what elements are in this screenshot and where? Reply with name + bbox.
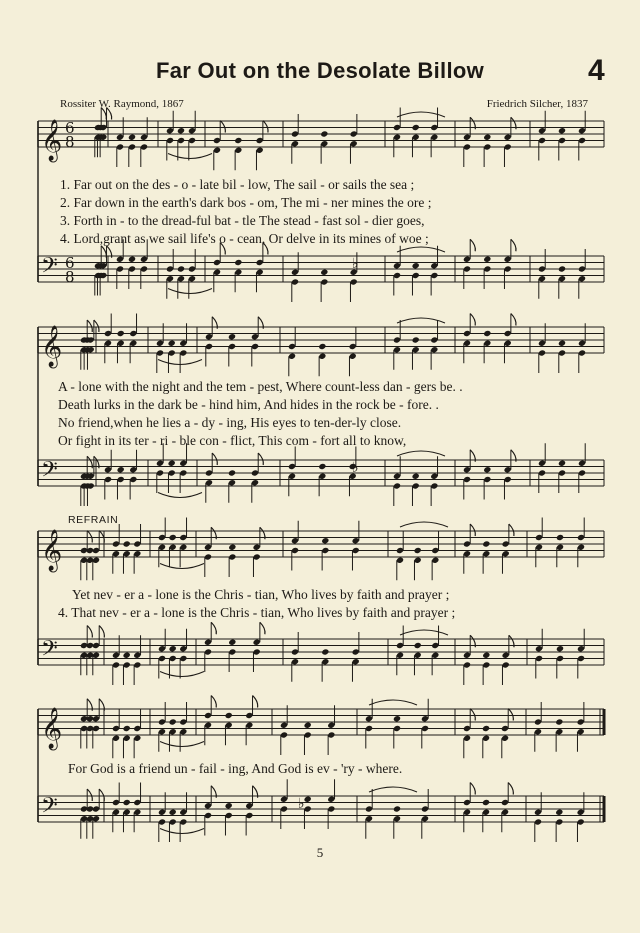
note-head (123, 799, 131, 806)
lyric-line: 4. Lord,grant as we sail life's o - cean, Or delve in its mines of woe ; (60, 231, 429, 246)
note-head (123, 540, 131, 547)
note-head (169, 809, 177, 816)
note-head (558, 127, 566, 134)
note-head (228, 469, 236, 476)
note-head (177, 265, 185, 272)
note-head (225, 712, 233, 719)
note-head (123, 652, 131, 659)
note-head (169, 718, 177, 725)
note-flag (511, 239, 516, 251)
note-head (483, 256, 491, 263)
note-flag (253, 696, 258, 708)
slur (397, 451, 445, 456)
lyric-line: For God is a friend un - fail - ing, And God is ev - 'ry - where. (68, 761, 403, 776)
note-head (123, 725, 131, 732)
note-head (555, 809, 563, 816)
lyric-line: 1. Far out on the des - o - late bil - low, The sail - or sails the sea ; (60, 177, 415, 192)
lyric-line: No friend,when he lies a - dy - ing, His eyes to ten-der-ly close. (58, 415, 402, 430)
slur (369, 700, 417, 705)
note-head (228, 333, 236, 340)
note-head (412, 336, 420, 343)
treble-clef-icon: 𝄞 (41, 530, 63, 571)
lyric-line: 4. That nev - er a - lone is the Chris - tian, Who lives by faith and prayer ; (58, 605, 456, 620)
note-head (414, 547, 422, 554)
note-head (412, 262, 420, 269)
note-flag (470, 783, 475, 795)
refrain-label: REFRAIN (68, 514, 119, 526)
note-head (482, 725, 490, 732)
time-signature-bottom: 8 (65, 133, 75, 151)
note-head (318, 463, 326, 470)
flat-icon: ♭ (352, 460, 359, 476)
treble-clef-icon: 𝄞 (41, 708, 63, 749)
note-head (320, 130, 328, 137)
note-head (555, 718, 563, 725)
note-flag (211, 622, 216, 634)
note-flag (87, 531, 92, 543)
note-head (320, 269, 328, 276)
note-head (393, 805, 401, 812)
note-head (234, 259, 242, 266)
note-flag (99, 626, 104, 638)
page-number: 5 (316, 845, 324, 860)
note-head (558, 265, 566, 272)
note-flag (101, 108, 106, 120)
slur (160, 672, 204, 677)
note-flag (107, 108, 112, 120)
slur (400, 522, 448, 527)
words-credit: Rossiter W. Raymond, 1867 (60, 98, 184, 110)
note-flag (263, 121, 268, 133)
note-head (483, 330, 491, 337)
note-flag (212, 453, 217, 465)
note-flag (211, 696, 216, 708)
treble-clef-icon: 𝄞 (41, 120, 63, 161)
note-head (169, 645, 177, 652)
note-flag (470, 524, 475, 536)
note-flag (87, 320, 92, 332)
note-flag (258, 453, 263, 465)
note-flag (87, 789, 92, 801)
note-head (117, 330, 125, 337)
lyric-line: 3. Forth in - to the dread-ful bat - tle The stead - fast sol - dier goes, (60, 213, 425, 228)
bass-clef-icon: 𝄢 (41, 253, 58, 284)
note-head (412, 124, 420, 131)
lyric-line: 2. Far down in the earth's dark bos - om, The mi - ner mines the ore ; (60, 195, 432, 210)
note-head (556, 645, 564, 652)
note-head (177, 127, 185, 134)
treble-clef-icon: 𝄞 (41, 326, 63, 367)
note-flag (470, 239, 475, 251)
note-flag (511, 314, 516, 326)
note-head (482, 540, 490, 547)
note-head (228, 544, 236, 551)
note-head (234, 137, 242, 144)
time-signature-bottom: 8 (65, 268, 75, 286)
note-head (304, 722, 312, 729)
note-flag (508, 783, 513, 795)
lyric-line: Yet nev - er a - lone is the Chris - tian, Who lives by faith and prayer ; (72, 587, 450, 602)
slur (168, 154, 212, 159)
note-flag (260, 622, 265, 634)
note-head (321, 537, 329, 544)
slur (400, 630, 448, 635)
hymn-number: 4 (588, 54, 605, 87)
note-head (128, 134, 136, 141)
note-head (304, 796, 312, 803)
note-flag (87, 626, 92, 638)
flat-icon: ♭ (298, 796, 305, 812)
note-head (412, 473, 420, 480)
note-head (128, 256, 136, 263)
note-head (482, 799, 490, 806)
time-signature-top: 6 (65, 119, 75, 137)
note-head (225, 802, 233, 809)
slur (369, 787, 417, 792)
note-head (483, 466, 491, 473)
slur (168, 289, 212, 294)
note-head (558, 340, 566, 347)
bass-clef-icon: 𝄢 (41, 457, 58, 488)
slur (160, 742, 204, 747)
slur (158, 493, 202, 498)
lyric-line: A - lone with the night and the tem - pest, Where count-less dan - gers be. . (58, 379, 463, 394)
note-head (558, 460, 566, 467)
note-head (168, 340, 176, 347)
note-head (414, 642, 422, 649)
note-flag (508, 709, 513, 721)
note-head (168, 460, 176, 467)
music-credit: Friedrich Silcher, 1837 (486, 98, 588, 110)
bass-clef-icon: 𝄢 (41, 793, 58, 824)
note-head (556, 534, 564, 541)
note-flag (470, 314, 475, 326)
note-head (169, 534, 177, 541)
note-flag (220, 121, 225, 133)
bass-clef-icon: 𝄢 (41, 636, 58, 667)
note-flag (509, 524, 514, 536)
note-head (482, 652, 490, 659)
hymn-title: Far Out on the Desolate Billow (155, 58, 485, 83)
note-head (228, 639, 236, 646)
time-signature-top: 6 (65, 254, 75, 272)
lyric-line: Or fight in its ter - ri - ble con - flict, This com - fort all to know, (58, 433, 407, 448)
note-head (393, 715, 401, 722)
note-head (318, 343, 326, 350)
slur (160, 829, 204, 834)
note-head (483, 134, 491, 141)
note-flag (470, 709, 475, 721)
flat-icon: ♭ (352, 256, 359, 272)
slur (160, 564, 204, 569)
lyric-line: Death lurks in the dark be - hind him, And hides in the rock be - fore. . (58, 397, 439, 412)
note-head (321, 648, 329, 655)
note-head (117, 466, 125, 473)
